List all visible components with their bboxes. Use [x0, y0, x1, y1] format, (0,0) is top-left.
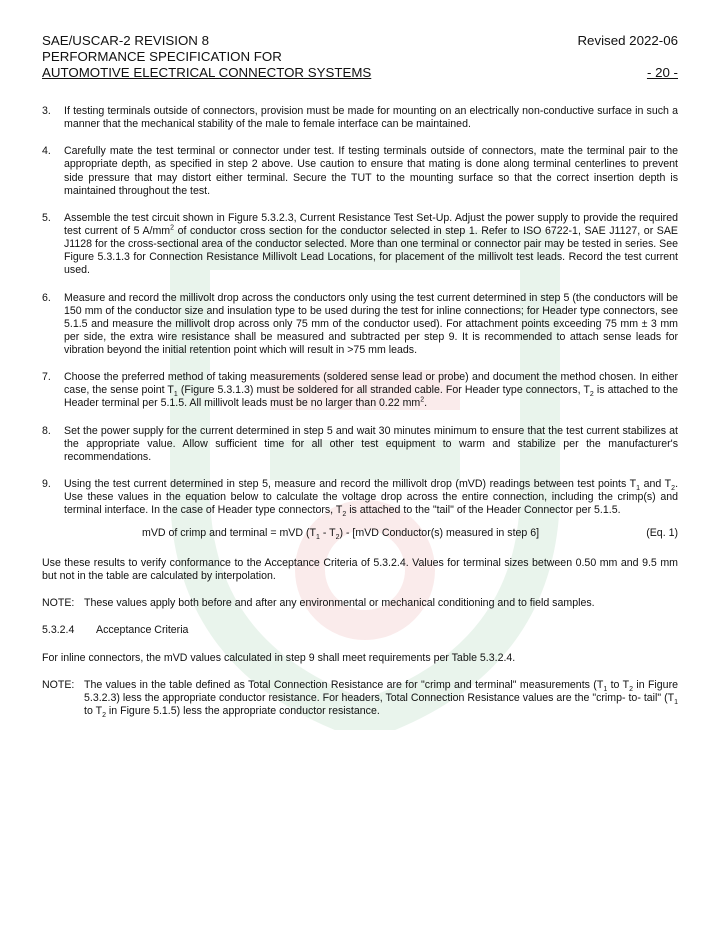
step-number: 9.	[42, 478, 51, 491]
equation	[42, 527, 678, 540]
note	[42, 679, 678, 718]
step-text: If testing terminals outside of connectors, provision must be made for mounting on an electrically non-conductive surface in such a manner that the mechanical stability of the male to female interface can be maintained.	[64, 105, 678, 131]
step-text: Choose the preferred method of taking measurements (soldered sense lead or probe) and document the method chosen. In either case, the sense point $T_1$ (Figure 5.3.1.3) must be soldered for all stranded cable. For Header type connectors, $T_2$ is attached to the Header terminal per 5.1.5. All millivolt leads must be no larger than 0.22 $mm^2$.	[64, 371, 678, 410]
step-number: 6.	[42, 291, 51, 304]
document-body	[42, 105, 678, 732]
step-text: Measure and record the millivolt drop across the conductors only using the test current determined in step 5 (the conductors will be 150 mm of the conductor size and insulation type to be used during the test for inline connections; for Header type connectors, see 5.1.5 and measure the millivolt drop across only 75 mm of the conductor used). For attachment points exceeding 75 mm ± 3 mm per side, the extra wire resistance shall be measured and subtracted per step 9. It is recommended to attach sense leads for vibration beyond the initial retention point which will result in >75 mm leads.	[64, 291, 678, 356]
note-text: These values apply both before and after any environmental or mechanical conditioning and to field samples.	[84, 596, 595, 609]
page-header	[42, 33, 678, 81]
step-text: Using the test current determined in step 5, measure and record the millivolt drop (mVD) readings between test points $T_1$ and $T_2$. Use these values in the equation below to calculate the voltage drop across the entire connection, including the crimp(s) and terminal interface. In the case of Header type connectors, $T_2$ is attached to the "tail" of the Header Connector per 5.1.5.	[64, 478, 679, 519]
step-text: Assemble the test circuit shown in Figure 5.3.2.3, Current Resistance Test Set-Up. Adjust the power supply to provide the required test current of 5 $A/mm^2$ of conductor cross section for the conductor selected in step 1. Refer to ISO 6722-1, SAE J1127, or SAE J1128 for the cross-sectional area of the conductor selected. More than one terminal or connector pair may be tested in series. See Figure 5.3.1.3 for Connection Resistance Millivolt Lead Locations, for placement of the millivolt test leads. Record the test current used.	[64, 211, 678, 277]
doc-title-line2: PERFORMANCE SPECIFICATION FOR	[42, 49, 282, 64]
step-number: 5.	[42, 211, 51, 224]
note-label: NOTE:	[42, 596, 75, 609]
note	[42, 597, 678, 610]
step-number: 7.	[42, 371, 51, 384]
note-text: The values in the table defined as Total Connection Resistance are for "crimp and terminal" measurements ($T_1$ to $T_2$ in Figure 5.3.2.3) less the appropriate conductor resistance. For headers, Total Connection Resistance values are the "crimp- to- tail" ($T_1$ to $T_2$ in Figure 5.1.5) less the appropriate conductor resistance.	[84, 678, 678, 720]
doc-title-line1: SAE/USCAR-2 REVISION 8	[42, 33, 209, 48]
revision-date: Revised 2022-06	[577, 33, 678, 48]
section-number: 5.3.2.4	[42, 624, 75, 637]
page-number: - 20 -	[646, 65, 678, 80]
step-text: Set the power supply for the current determined in step 5 and wait 30 minutes minimum to ensure that the test current stabilizes at the appropriate value. Allow sufficient time for all other test equipment to warm and stabilize per the manufacturer's recommendations.	[64, 424, 678, 463]
note-label: NOTE:	[42, 678, 75, 691]
list-item	[42, 371, 678, 410]
section-heading	[42, 624, 678, 637]
step-number: 3.	[42, 105, 51, 117]
step-number: 4.	[42, 145, 51, 158]
doc-title-line3: AUTOMOTIVE ELECTRICAL CONNECTOR SYSTEMS	[42, 65, 372, 80]
list-item	[42, 425, 678, 464]
section-title: Acceptance Criteria	[96, 624, 189, 637]
paragraph: Use these results to verify conformance to the Acceptance Criteria of 5.3.2.4. Values for terminal sizes between 0.50 mm and 9.5 mm but not in the table are calculated by interpolation.	[42, 556, 678, 582]
list-item	[42, 105, 678, 131]
equation-label: (Eq. 1)	[646, 527, 678, 540]
list-item	[42, 292, 678, 357]
list-item	[42, 478, 678, 517]
step-text: Carefully mate the test terminal or connector under test. If testing terminals outside of connectors, mate the terminal pair to the appropriate depth, as specified in step 2 above. Use caution to ensure that mating is done along terminal centerlines to prevent side pressure that may distort either terminal. Secure the TUT to the mounting surface so that the correct insertion depth is maintained throughout the test.	[64, 145, 678, 197]
paragraph: For inline connectors, the mVD values calculated in step 9 shall meet requirements per Table 5.3.2.4.	[42, 651, 516, 664]
equation-text: mVD of crimp and terminal = mVD $(T_1 - T_2) - [mVD$ Conductor(s) measured in step 6]	[142, 527, 540, 542]
step-number: 8.	[42, 424, 51, 437]
list-item	[42, 212, 678, 277]
list-item	[42, 145, 678, 197]
